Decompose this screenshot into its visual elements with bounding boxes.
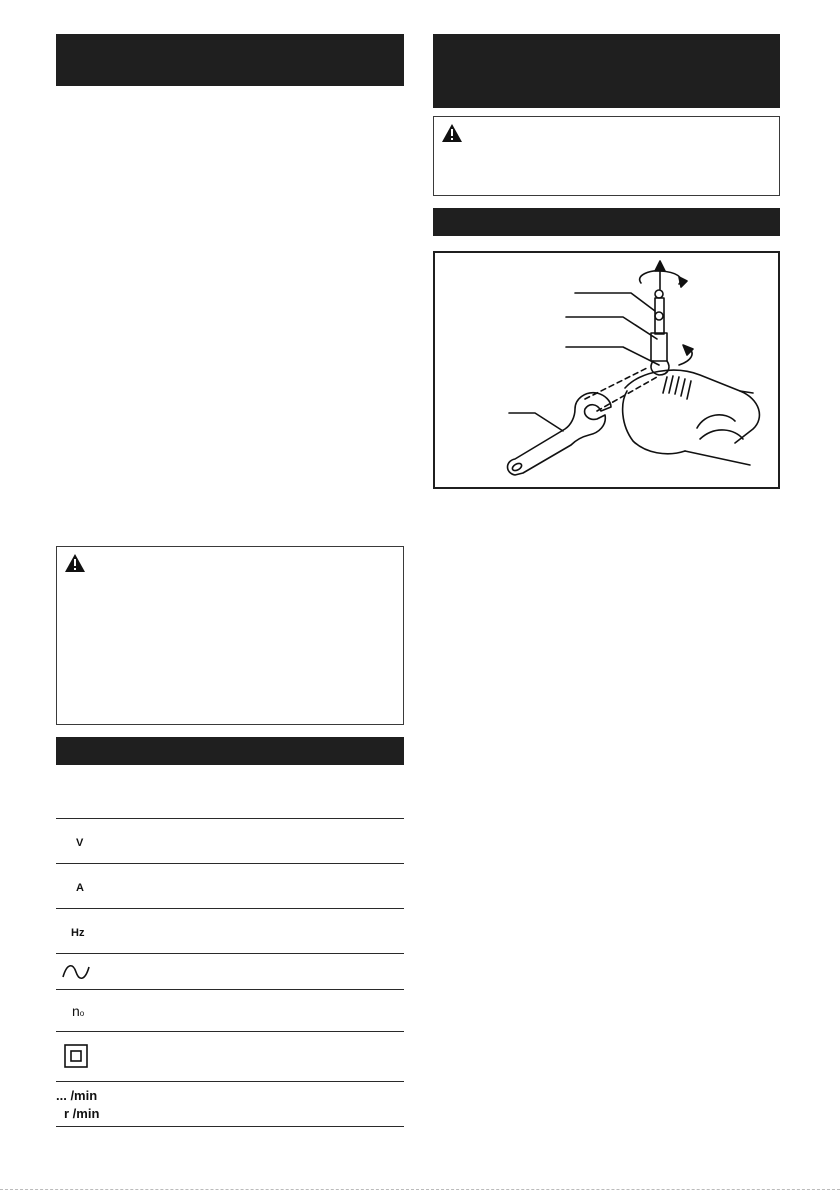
double-insulation-icon [64,1044,88,1068]
warning-box-right [433,116,780,196]
symbol-per-min: ... /min [56,1088,98,1103]
drill-wrench-illustration [435,253,778,487]
alternating-current-icon [61,961,91,983]
symbol-ampere: A [76,882,84,894]
symbol-row-no-load [56,989,404,1031]
symbol-row-hertz [56,908,404,953]
heading-bar-left-top [56,34,404,86]
symbol-hertz: Hz [71,927,85,939]
symbol-row-volt [56,818,404,863]
symbol-row-ampere [56,863,404,908]
illustration-frame [433,251,780,489]
symbol-row-per-min [56,1081,404,1127]
symbol-rpm: r /min [64,1106,100,1121]
symbol-row-ac [56,953,404,989]
symbol-no-load-n: n [72,1003,80,1019]
symbol-no-load-sub: o [79,1009,85,1018]
symbol-volt: V [76,837,84,849]
warning-triangle-icon [64,553,86,573]
heading-bar-right-top [433,34,780,108]
page-bottom-rule [0,1189,840,1190]
heading-bar-right-second [433,208,780,236]
warning-box-left [56,546,404,725]
heading-bar-symbols [56,737,404,765]
warning-triangle-icon [441,123,463,143]
symbol-row-class2 [56,1031,404,1081]
symbol-no-load [72,1003,84,1019]
